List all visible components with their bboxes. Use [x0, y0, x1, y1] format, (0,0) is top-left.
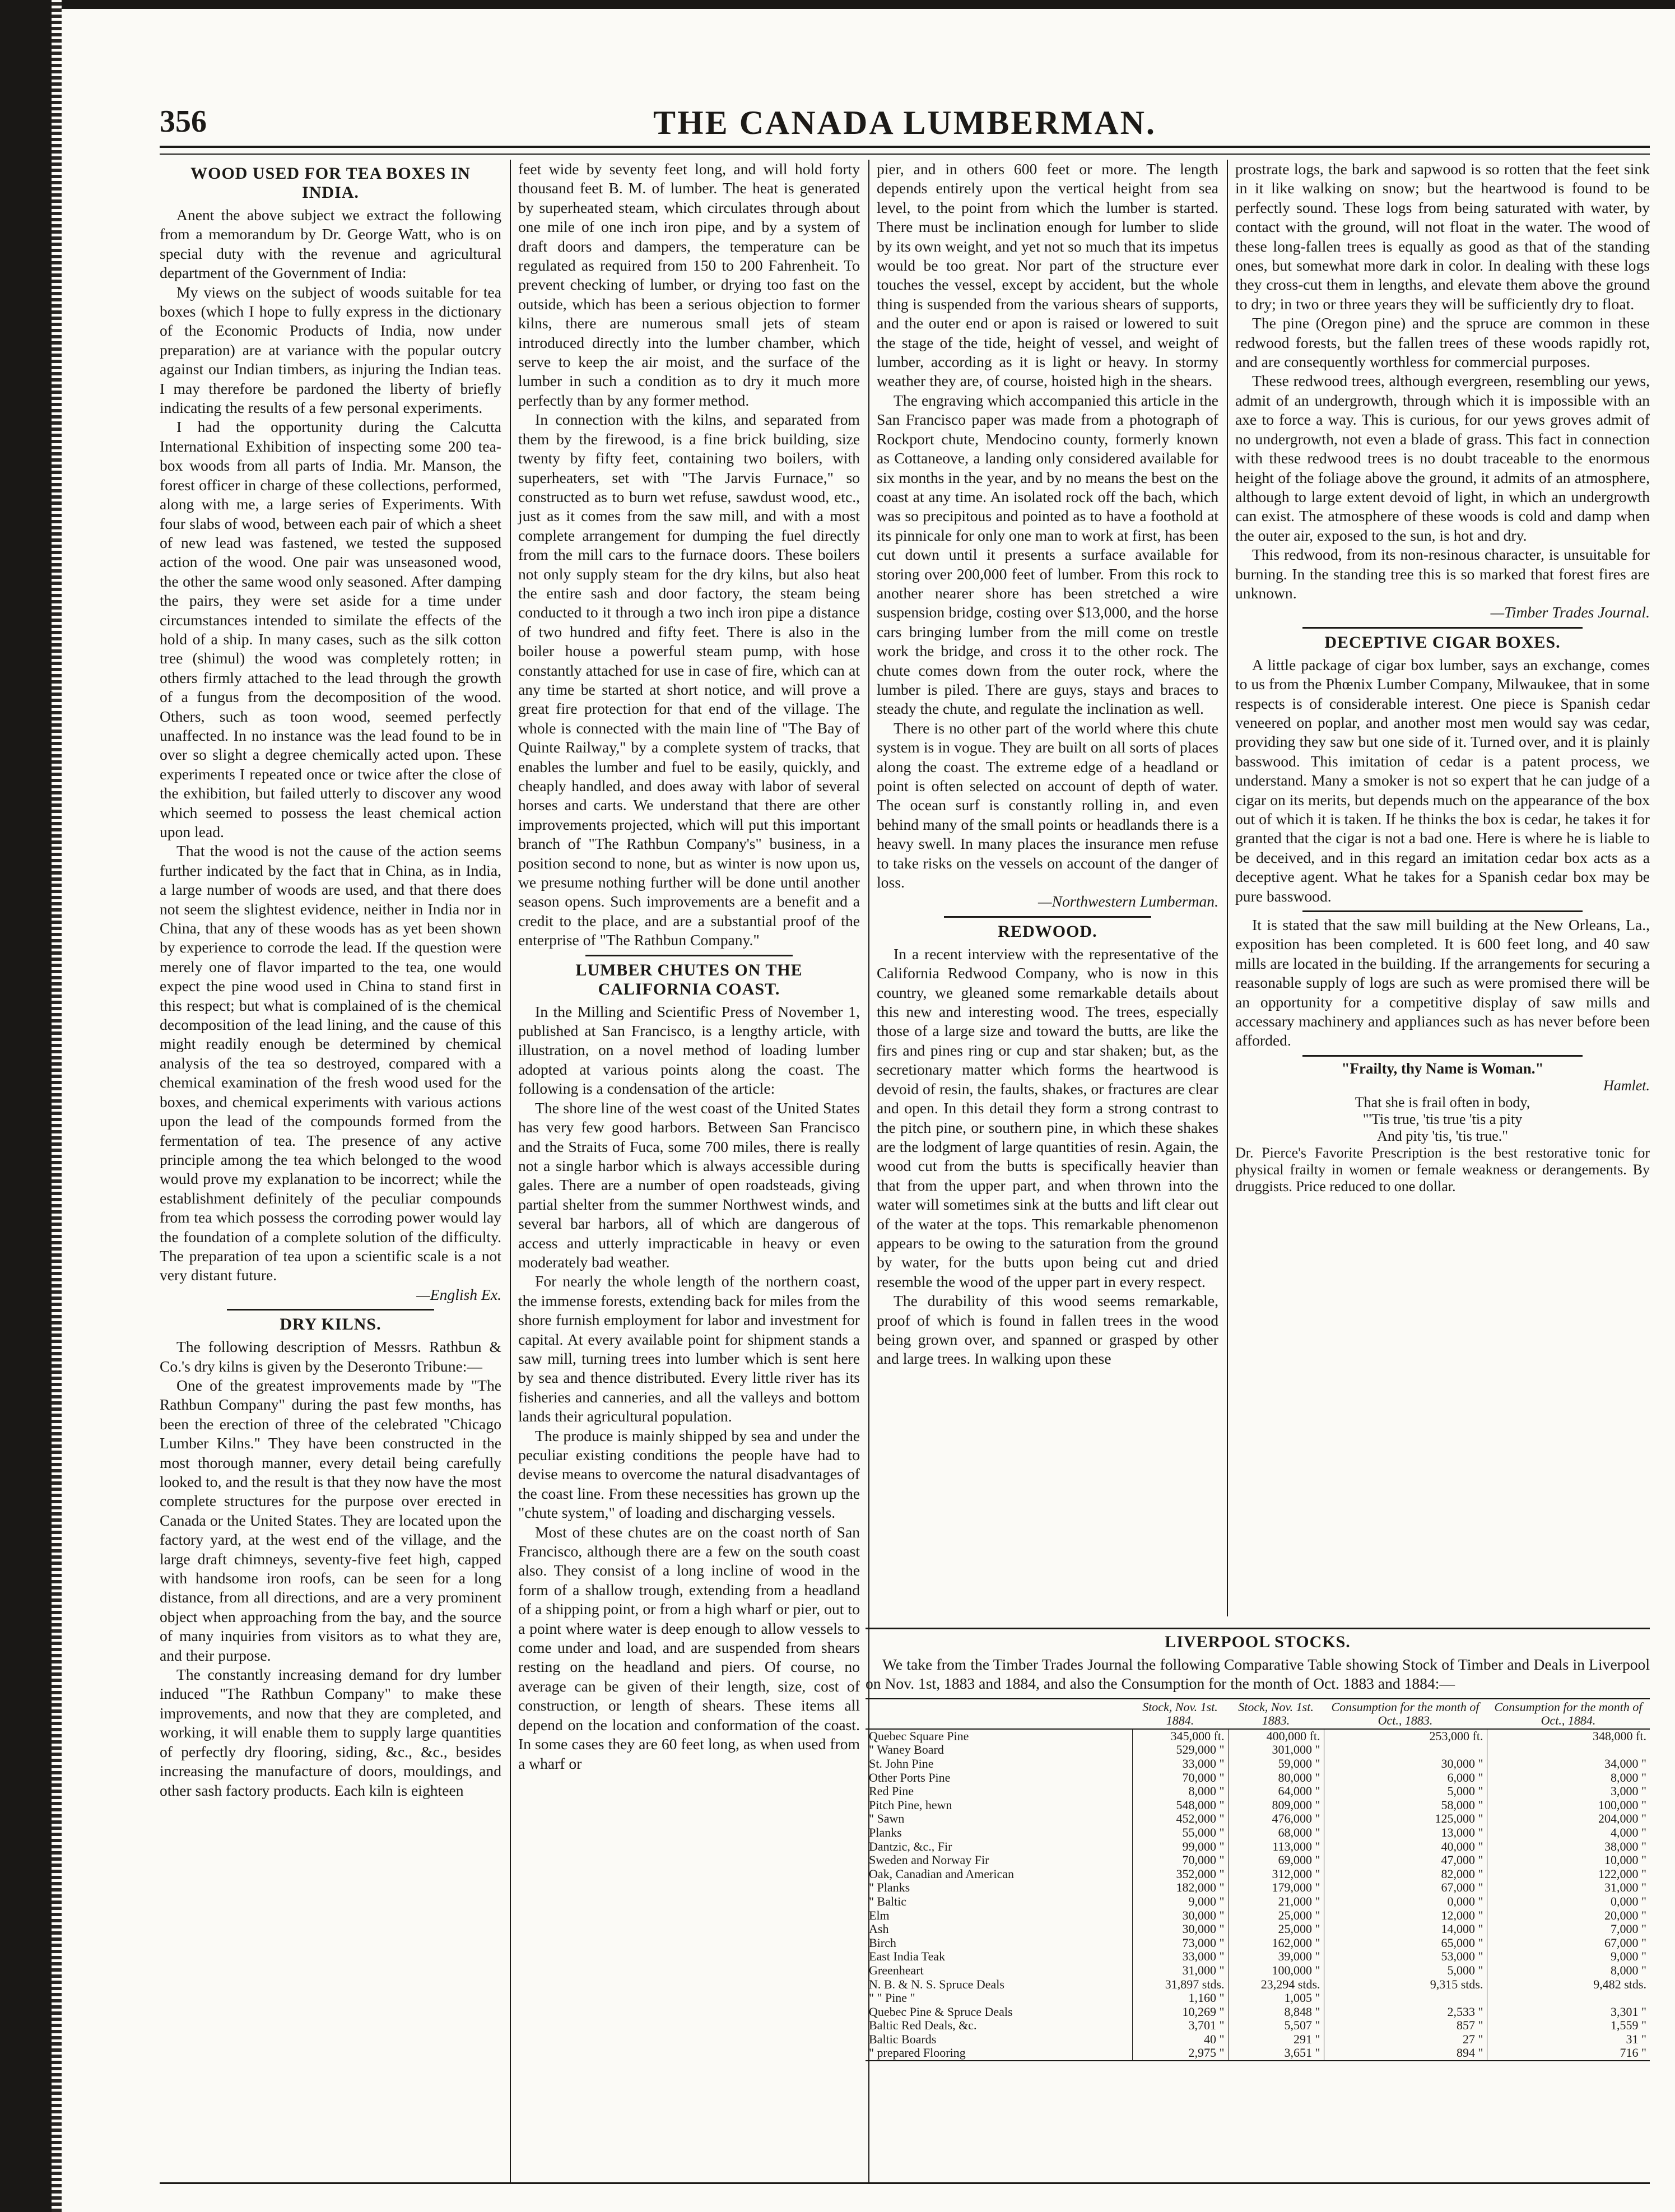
value-cell: 100,000 " [1487, 1799, 1650, 1813]
page-header [160, 104, 1650, 148]
value-cell: 125,000 " [1324, 1812, 1487, 1826]
value-cell: 182,000 " [1132, 1881, 1228, 1895]
value-cell: 31,000 " [1132, 1964, 1228, 1978]
value-cell: 1,005 " [1228, 1991, 1324, 2005]
ad-attribution: Hamlet. [1603, 1077, 1650, 1094]
table-title: LIVERPOOL STOCKS. [1165, 1633, 1351, 1651]
value-cell: 38,000 " [1487, 1840, 1650, 1854]
value-cell: 21,000 " [1228, 1895, 1324, 1909]
value-cell: 400,000 ft. [1228, 1729, 1324, 1744]
row-label-cell: " Waney Board [869, 1742, 944, 1757]
section-divider [1302, 910, 1583, 912]
column-header: Stock, Nov. 1st. 1883. [1228, 1699, 1324, 1729]
row-label-cell: Oak, Canadian and American [869, 1866, 1015, 1881]
top-edge [62, 0, 1675, 9]
value-cell: 58,000 " [1324, 1799, 1487, 1813]
value-cell: 4,000 " [1487, 1826, 1650, 1840]
value-cell: 312,000 " [1228, 1867, 1324, 1881]
table-row [866, 1936, 1650, 1950]
paragraph: In the Milling and Scientific Press of November 1, published at San Francisco, is a lengthy article, with illustration, on a novel method of loading lumber adopted at various points along the coast. The following is a condensation of the article: [518, 1002, 860, 1098]
section-divider [585, 955, 793, 956]
row-label-cell: Birch [869, 1935, 896, 1950]
value-cell: 8,848 " [1228, 2005, 1324, 2019]
paragraph: pier, and in others 600 feet or more. The length depends entirely upon the vertical height from sea level, to the point from which the lumber is started. There must be inclination enough for lumber to slide by its own weight, and yet not so much that its impetus would be too great. Nor part of the structure ever touches the vessel, except by accident, but the whole thing is suspended from the various shears of supports, and the outer end or apon is raised or lowered to suit the stage of the tide, height of vessel, and weight of lumber, according as it is light or heavy. In stormy weather they are, of course, hoisted high in the shears. [877, 160, 1218, 390]
value-cell: 1,559 " [1487, 2019, 1650, 2033]
value-cell: 9,000 " [1487, 1950, 1650, 1964]
table-row [866, 1922, 1650, 1936]
paragraph: For nearly the whole length of the northern coast, the immense forests, extending back for miles from the shore furnish employment for labor and investment for capital. At every available point for shipment stands a saw mill, turning trees into lumber which is sent here by sea and thence distributed. Every little river has its fisheries and canneries, and all the valleys and bottom lands their agricultural population. [518, 1272, 860, 1425]
value-cell: 73,000 " [1132, 1936, 1228, 1950]
value-cell: 82,000 " [1324, 1867, 1487, 1881]
value-cell: 3,301 " [1487, 2005, 1650, 2019]
value-cell: 25,000 " [1228, 1909, 1324, 1923]
column-1 [160, 160, 501, 1800]
table-row [866, 1978, 1650, 1992]
table-row [866, 1812, 1650, 1826]
row-label-cell: Red Pine [869, 1784, 914, 1799]
bottom-rule [160, 2182, 1650, 2184]
heading-lumber-chutes: LUMBER CHUTES ON THE CALIFORNIA COAST. [575, 960, 803, 998]
table-row [866, 1950, 1650, 1964]
value-cell: 3,651 " [1228, 2046, 1324, 2061]
value-cell: 2,533 " [1324, 2005, 1487, 2019]
section-divider [227, 1309, 434, 1311]
value-cell: 68,000 " [1228, 1826, 1324, 1840]
value-cell: 34,000 " [1487, 1757, 1650, 1771]
heading-redwood: REDWOOD. [998, 922, 1097, 941]
row-label-cell: " Planks [869, 1880, 910, 1895]
value-cell: 6,000 " [1324, 1771, 1487, 1785]
value-cell [1487, 1991, 1650, 2005]
row-label-cell: Baltic Boards [869, 2032, 937, 2046]
paragraph: A little package of cigar box lumber, says an exchange, comes to us from the Phœnix Lumber Company, Milwaukee, that in some respects is of considerable interest. One piece is Spanish cedar veneered on poplar, and another most men would say was cedar, providing they saw but one side of it. Turned over, and it is plainly basswood. This imitation of cedar is a patent process, we understand. Many a smoker is not so expert that he can judge of a cigar on its merits, but depends much on the appearance of the box out of which it is taken. If he thinks the box is cedar, he takes it for granted that the cigar is not a bad one. Here is where he is liable to be deceived, and in this regard an imitation cedar box acts as a deceptive agent. What he takes for a Spanish cedar box may be pure basswood. [1235, 656, 1650, 905]
value-cell: 0,000 " [1324, 1895, 1487, 1909]
row-label-cell: Elm [869, 1908, 890, 1922]
column-divider [1227, 160, 1228, 1616]
value-cell: 8,000 " [1132, 1785, 1228, 1799]
liverpool-stocks-section [866, 1628, 1650, 2061]
value-cell: 716 " [1487, 2046, 1650, 2061]
column-header [866, 1699, 1132, 1729]
table-row [866, 1853, 1650, 1867]
paragraph: The pine (Oregon pine) and the spruce are common in these redwood forests, but the fallen trees of these woods rapidly rot, and are consequently worthless for commercial purposes. [1235, 314, 1650, 371]
value-cell: 25,000 " [1228, 1922, 1324, 1936]
table-row [866, 1771, 1650, 1785]
binding-margin [52, 0, 62, 2212]
value-cell: 3,701 " [1132, 2019, 1228, 2033]
table-row [866, 1826, 1650, 1840]
paragraph: In connection with the kilns, and separated from them by the firewood, is a fine brick building, size twenty by fifty feet, containing two boilers, with superheaters, set with "The Jarvis Furnace," so constructed as to burn wet refuse, sawdust wood, etc., just as it comes from the saw mill, and with a most complete arrangement for dumping the fuel directly from the mill cars to the furnace doors. These boilers not only supply steam for the dry kilns, but also heat the entire sash and door factory, the steam being conducted to it through a two inch iron pipe a distance of two hundred and fifty feet. There is also in the boiler house a powerful steam pump, with hose constantly attached for use in case of fire, which can at any time be started at short notice, and will prove a great fire protection for that end of the village. The whole is connected with the main line of "The Bay of Quinte Railway," by a complete system of tracks, that enables the lumber and fuel to be easily, quickly, and cheaply handled, and does away with labor of several horses and carts. We understand that there are other improvements projected, which will put this important branch of "The Rathbun Company's" business, in a position second to none, but as winter is now upon us, we presume nothing further will be done until another season opens. Such improvements are a benefit and a credit to the place, and are a substantial proof of the enterprise of "The Rathbun Company." [518, 411, 860, 949]
value-cell: 122,000 " [1487, 1867, 1650, 1881]
value-cell: 5,507 " [1228, 2019, 1324, 2033]
value-cell: 30,000 " [1324, 1757, 1487, 1771]
paragraph: That the wood is not the cause of the action seems further indicated by the fact that in China, as in India, a large number of woods are used, and that there does not seem the slightest evidence, neither in India nor in China, that any of these woods has as yet been shown by experience to corrode the lead. If the question were merely one of flavor imparted to the tea, one would expect the pine wood used in China to stand first in this respect; but what is complained of is the chemical decomposition of the lead lining, and the cause of this might readily enough be determined by chemical analysis of the tea so destroyed, compared with a chemical examination of the fresh wood used for the boxes, and chemical experiments with various actions upon the lead of the compounds formed from the fermentation of tea. The presence of any active principle among the tea which belonged to the wood would prove my explanation to be incorrect; while the establishment definitely of the peculiar compounds from tea which possess the corroding power would lay the foundation of a complete solution of the difficulty. The preparation of tea upon a scientific scale is a not very distant future. [160, 842, 501, 1284]
row-label-cell: Greenheart [869, 1963, 924, 1977]
ad-line: "'Tis true, 'tis true 'tis a pity [1362, 1110, 1523, 1127]
value-cell: 476,000 " [1228, 1812, 1324, 1826]
source-credit: —Timber Trades Journal. [1490, 603, 1650, 621]
ad-title: "Frailty, thy Name is Woman." [1341, 1059, 1544, 1077]
value-cell [1324, 1743, 1487, 1757]
value-cell: 100,000 " [1228, 1964, 1324, 1978]
header-rule [160, 146, 1650, 155]
column-header: Consumption for the month of Oct., 1884. [1487, 1699, 1650, 1729]
value-cell: 14,000 " [1324, 1922, 1487, 1936]
table-row [866, 1757, 1650, 1771]
table-row [866, 1799, 1650, 1813]
value-cell: 1,160 " [1132, 1991, 1228, 2005]
heading-tea-boxes: WOOD USED FOR TEA BOXES IN INDIA. [190, 164, 471, 202]
ad-line: That she is frail often in body, [1355, 1094, 1530, 1110]
value-cell: 69,000 " [1228, 1853, 1324, 1867]
paragraph: feet wide by seventy feet long, and will hold forty thousand feet B. M. of lumber. The heat is generated by superheated steam, which circulates through about one mile of one inch iron pipe, and by a system of draft doors and dampers, the temperature can be regulated as required from 150 to 200 Fahrenheit. To prevent checking of lumber, or drying too fast on the outside, which has been a serious objection to former kilns, there are numerous small jets of steam introduced directly into the lumber chamber, which serve to keep the air moist, and the surface of the lumber in such a condition as to dry it much more perfectly than by any former method. [518, 160, 860, 409]
value-cell: 39,000 " [1228, 1950, 1324, 1964]
value-cell: 40,000 " [1324, 1840, 1487, 1854]
value-cell: 65,000 " [1324, 1936, 1487, 1950]
ad-line: And pity 'tis, 'tis true." [1377, 1127, 1508, 1144]
row-label-cell: " Baltic [869, 1894, 907, 1908]
table-header-row [866, 1699, 1650, 1729]
value-cell: 452,000 " [1132, 1812, 1228, 1826]
value-cell: 70,000 " [1132, 1853, 1228, 1867]
paragraph: The engraving which accompanied this article in the San Francisco paper was made from a photograph of Rockport chute, Mendocino county, formerly known as Cottaneove, a landing only considered available for six months in the year, and by no means the best on the coast at any time. An isolated rock off the bach, which was so precipitous and pointed as to have a foothold at its pinnicale for only one man to work at first, has been cut down until it presents a surface available for storing over 200,000 feet of lumber. From this rock to another nearer shore has been stretched a wire suspension bridge, costing over $13,000, and the horse cars bringing lumber from the mill come on trestle work the bridge, and cross it to the other rock. The chute comes down from the outer rock, where the lumber is piled. There are guys, stays and braces to steady the chute, and regulate the inclination as well. [877, 391, 1218, 718]
row-label-cell: St. John Pine [869, 1756, 934, 1770]
table-row [866, 1867, 1650, 1881]
row-label-cell: Quebec Square Pine [869, 1728, 969, 1743]
value-cell: 53,000 " [1324, 1950, 1487, 1964]
column-3 [877, 160, 1218, 1369]
paragraph: There is no other part of the world where this chute system is in vogue. They are built on all sorts of places along the coast. The extreme edge of a headland or point is often selected on account of depth of water. The ocean surf is constantly rolling in, and even behind many of the small points or headlands there is a heavy swell. In many places the insurance men refuse to take risks on the vessels on account of the danger of loss. [877, 719, 1218, 891]
paragraph: These redwood trees, although evergreen, resembling our yews, admit of an undergrowth, through which it is impossible with an axe to force a way. This is curious, for our yews groves admit of no undergrowth, not even a blade of grass. This fact in connection with these redwood trees is no doubt traceable to the enormous height of the foliage above the ground, it admits of an atmosphere, although to large extent devoid of light, in which an undergrowth can exist. The atmosphere of these woods is cold and damp when the outer air, exposed to the sun, is hot and dry. [1235, 372, 1650, 544]
table-row [866, 2019, 1650, 2033]
value-cell: 27 " [1324, 2033, 1487, 2047]
section-divider [866, 1628, 1650, 1629]
value-cell: 59,000 " [1228, 1757, 1324, 1771]
value-cell: 67,000 " [1324, 1881, 1487, 1895]
paragraph: The shore line of the west coast of the United States has very few good harbors. Between San Francisco and the Straits of Fuca, some 700 miles, there is really not a single harbor which is always accessible during gales. There are a number of open roadsteads, giving partial shelter from the summer Northwest winds, and several bar harbors, all of which are dangerous of access and utterly impracticable in heavy or even moderately bad weather. [518, 1099, 860, 1271]
value-cell: 5,000 " [1324, 1785, 1487, 1799]
table-row [866, 1895, 1650, 1909]
row-label-cell: East India Teak [869, 1949, 946, 1964]
value-cell: 55,000 " [1132, 1826, 1228, 1840]
value-cell: 64,000 " [1228, 1785, 1324, 1799]
table-row [866, 1729, 1650, 1744]
heading-dry-kilns: DRY KILNS. [280, 1315, 381, 1334]
paragraph: I had the opportunity during the Calcutta International Exhibition of inspecting some 200 tea-box woods from all parts of India. Mr. Manson, the forest officer in charge of these collections, performed, along with me, a large series of Experiments. With four slabs of wood, between each pair of which a sheet of new lead was fastened, we tested the supposed action of the wood. One pair was unseasoned wood, the other the same wood only seasoned. After damping the pairs, they were set aside for a time under circumstances intended to similate the effects of the hold of a ship. In many cases, such as the silk cotton tree (shimul) the wood was completely rotten; in others firmly attached to the lead through the growth of a fungus from the decomposition of the wood. Others, such as toon wood, seemed perfectly unaffected. In no instance was the lead found to be in over so slight a degree chemically acted upon. These experiments I repeated once or twice after the close of the exhibition, but failed utterly to discover any wood which seemed to possess the least chemical action upon lead. [160, 418, 501, 840]
row-label-cell: Pitch Pine, hewn [869, 1797, 952, 1812]
value-cell: 67,000 " [1487, 1936, 1650, 1950]
column-header: Consumption for the month of Oct., 1883. [1324, 1699, 1487, 1729]
value-cell: 9,482 stds. [1487, 1978, 1650, 1992]
value-cell: 47,000 " [1324, 1853, 1487, 1867]
value-cell: 548,000 " [1132, 1799, 1228, 1813]
value-cell: 253,000 ft. [1324, 1729, 1487, 1744]
value-cell: 113,000 " [1228, 1840, 1324, 1854]
value-cell: 30,000 " [1132, 1922, 1228, 1936]
row-label-cell: " " Pine " [869, 1991, 915, 2005]
column-header: Stock, Nov. 1st. 1884. [1132, 1699, 1228, 1729]
stocks-table [866, 1698, 1650, 2061]
row-label-cell: Quebec Pine & Spruce Deals [869, 2004, 1013, 2019]
value-cell: 9,315 stds. [1324, 1978, 1487, 1992]
paragraph: This redwood, from its non-resinous character, is unsuitable for burning. In the standing tree this is so marked that forest fires are unknown. [1235, 546, 1650, 602]
paragraph: Most of these chutes are on the coast north of San Francisco, although there are a few on the south coast also. They consist of a long incline of wood in the form of a shallow trough, extending from a headland of a shipping point, or from a high wharf or pier, out to a point where water is deep enough to allow vessels to come under and load, and are suspended from shears resting on the headland and piers. Of course, no average can be given of their length, size, cost of construction, or length of shears. These items all depend on the location and conformation of the coast. In some cases they are 60 feet long, as when used from a wharf or [518, 1523, 860, 1772]
value-cell: 31,897 stds. [1132, 1978, 1228, 1992]
value-cell: 809,000 " [1228, 1799, 1324, 1813]
ad-body: Dr. Pierce's Favorite Prescription is the best restorative tonic for physical frailty in women or female weakness or derangements. By druggists. Price reduced to one dollar. [1235, 1144, 1650, 1195]
table-row [866, 1840, 1650, 1854]
table-row [866, 2005, 1650, 2019]
value-cell: 0,000 " [1487, 1895, 1650, 1909]
paragraph: One of the greatest improvements made by "The Rathbun Company" during the past few months, has been the erection of three of the celebrated "Chicago Lumber Kilns." They have been constructed in the most thorough manner, every detail being carefully looked to, and the result is that they now have the most complete structures for the purpose over erected in Canada or the United States. They are located upon the factory yard, at the west end of the village, and the large draft chimneys, seventy-five feet high, capped with handsome iron roofs, can be seen for a long distance, from all directions, and are a very prominent object when approaching from the bay, and the source of many inquiries from visitors as to what they are, and their purpose. [160, 1376, 501, 1664]
table-row [866, 1785, 1650, 1799]
column-2 [518, 160, 860, 1773]
row-label-cell: Sweden and Norway Fir [869, 1853, 989, 1867]
value-cell: 99,000 " [1132, 1840, 1228, 1854]
row-label-cell: " prepared Flooring [866, 2046, 1132, 2061]
paragraph: It is stated that the saw mill building at the New Orleans, La., exposition has been completed. It is 600 feet long, and 40 saw mills are located in the building. If the arrangements for securing a reasonable supply of logs are such as were promised there will be an opportunity for a competitive display of saw mills and accessary machinery and appliances such as has never before been afforded. [1235, 916, 1650, 1049]
value-cell: 857 " [1324, 2019, 1487, 2033]
table-row [866, 1964, 1650, 1978]
paragraph: prostrate logs, the bark and sapwood is so rotten that the feet sink in it like walking on snow; but the heartwood is found to be perfectly sound. These logs from being saturated with water, by contact with the ground, will not float in the water. The wood of these long-fallen trees is equally as good as that of the standing ones, but somewhat more dark in color. In dealing with these logs they cross-cut them in lengths, and elevate them above the ground to dry; in two or three years they will be sufficiently dry to float. [1235, 160, 1650, 313]
value-cell: 179,000 " [1228, 1881, 1324, 1895]
paragraph: The constantly increasing demand for dry lumber induced "The Rathbun Company" to make these improvements, and now that they are completed, and working, it will enable them to supply large quantities of perfectly dry flooring, siding, &c., &c., besides increasing the manufacture of doors, mouldings, and other sash factory products. Each kiln is eighteen [160, 1666, 501, 1799]
value-cell: 10,000 " [1487, 1853, 1650, 1867]
column-divider [510, 160, 511, 2182]
row-label-cell: Ash [869, 1922, 889, 1936]
value-cell: 12,000 " [1324, 1909, 1487, 1923]
table-row [866, 1909, 1650, 1923]
row-label-cell: Planks [869, 1825, 902, 1839]
value-cell: 2,975 " [1132, 2046, 1228, 2061]
value-cell: 345,000 ft. [1132, 1729, 1228, 1744]
value-cell: 5,000 " [1324, 1964, 1487, 1978]
value-cell: 894 " [1324, 2046, 1487, 2061]
row-label-cell: N. B. & N. S. Spruce Deals [869, 1977, 1004, 1991]
value-cell: 348,000 ft. [1487, 1729, 1650, 1744]
value-cell: 8,000 " [1487, 1771, 1650, 1785]
table-row [866, 2033, 1650, 2047]
value-cell: 31,000 " [1487, 1881, 1650, 1895]
source-credit: —Northwestern Lumberman. [1038, 893, 1218, 910]
table-row [866, 1991, 1650, 2005]
value-cell: 31 " [1487, 2033, 1650, 2047]
value-cell: 80,000 " [1228, 1771, 1324, 1785]
value-cell: 23,294 stds. [1228, 1978, 1324, 1992]
advertisement [1235, 1060, 1650, 1195]
value-cell: 291 " [1228, 2033, 1324, 2047]
paragraph: The durability of this wood seems remarkable, proof of which is found in fallen trees in the wood being grown over, and spanned or grasped by other and large trees. In walking upon these [877, 1292, 1218, 1368]
value-cell: 162,000 " [1228, 1936, 1324, 1950]
table-row [866, 1743, 1650, 1757]
table-row [866, 2046, 1650, 2061]
paragraph: In a recent interview with the representative of the California Redwood Company, who is now in this country, we gleaned some remarkable details about this new and interesting wood. The trees, especially those of a large size and toward the butts, are like the firs and pines ring or cup and star shaken; but, as the secretionary matter which forms the heartwood is devoid of resin, the faults, shakes, or fractures are clear and open. In this detail they form a strong contrast to the pitch pine, or southern pine, in which these shakes are the lodgment of large quantities of resin. Again, the wood cut from the butts is specifically heavier than that from the upper part, and when thrown into the water will sometimes sink at the butts and lift clear out of the water at the tops. This remarkable phenomenon appears to be owing to the saturation from the ground by water, for the butts upon being cut and dried resemble the wood of the upper part in every respect. [877, 945, 1218, 1290]
paragraph: The produce is mainly shipped by sea and under the peculiar existing conditions the people have had to devise means to overcome the natural disadvantages of the coast line. From these necessities has grown up the "chute system," of loading and discharging vessels. [518, 1426, 860, 1522]
masthead-title: THE CANADA LUMBERMAN. [653, 104, 1157, 141]
section-divider [1302, 1055, 1583, 1057]
section-divider [1302, 627, 1583, 629]
value-cell: 40 " [1132, 2033, 1228, 2047]
row-label-cell: " Sawn [869, 1811, 905, 1826]
value-cell: 33,000 " [1132, 1757, 1228, 1771]
value-cell: 352,000 " [1132, 1867, 1228, 1881]
value-cell: 33,000 " [1132, 1950, 1228, 1964]
value-cell: 70,000 " [1132, 1771, 1228, 1785]
value-cell: 3,000 " [1487, 1785, 1650, 1799]
paragraph: Anent the above subject we extract the following from a memorandum by Dr. George Watt, who is on special duty with the revenue and agricultural department of the Government of India: [160, 206, 501, 282]
row-label-cell: Dantzic, &c., Fir [869, 1839, 952, 1853]
value-cell: 7,000 " [1487, 1922, 1650, 1936]
value-cell: 10,269 " [1132, 2005, 1228, 2019]
paragraph: My views on the subject of woods suitable for tea boxes (which I hope to fully express in the dictionary of the Economic Products of India, now under preparation) are at variance with the popular outcry against our Indian timbers, as injuring the Indian teas. I may therefore be pardoned the liberty of briefly indicating the results of a few personal experiments. [160, 283, 501, 417]
value-cell [1324, 1991, 1487, 2005]
column-4 [1235, 160, 1650, 1195]
page-number: 356 [160, 104, 207, 139]
row-label-cell: Baltic Red Deals, &c. [869, 2018, 977, 2033]
paragraph: The following description of Messrs. Rathbun & Co.'s dry kilns is given by the Deseronto Tribune:— [160, 1338, 501, 1375]
section-divider [944, 916, 1151, 918]
value-cell: 204,000 " [1487, 1812, 1650, 1826]
value-cell: 529,000 " [1132, 1743, 1228, 1757]
value-cell: 8,000 " [1487, 1964, 1650, 1978]
value-cell: 9,000 " [1132, 1895, 1228, 1909]
source-credit: —English Ex. [416, 1285, 501, 1303]
table-intro: We take from the Timber Trades Journal the following Comparative Table showing Stock of Timber and Deals in Liverpool on Nov. 1st, 1883 and 1884, and also the Consumption for the month of Oct. 1883 and 1884:— [866, 1656, 1650, 1693]
row-label-cell: Other Ports Pine [869, 1770, 951, 1785]
value-cell: 13,000 " [1324, 1826, 1487, 1840]
binding-edge [0, 0, 52, 2212]
table-row [866, 1881, 1650, 1895]
value-cell: 301,000 " [1228, 1743, 1324, 1757]
heading-cigar-boxes: DECEPTIVE CIGAR BOXES. [1324, 633, 1561, 652]
value-cell: 30,000 " [1132, 1909, 1228, 1923]
value-cell [1487, 1743, 1650, 1757]
value-cell: 20,000 " [1487, 1909, 1650, 1923]
